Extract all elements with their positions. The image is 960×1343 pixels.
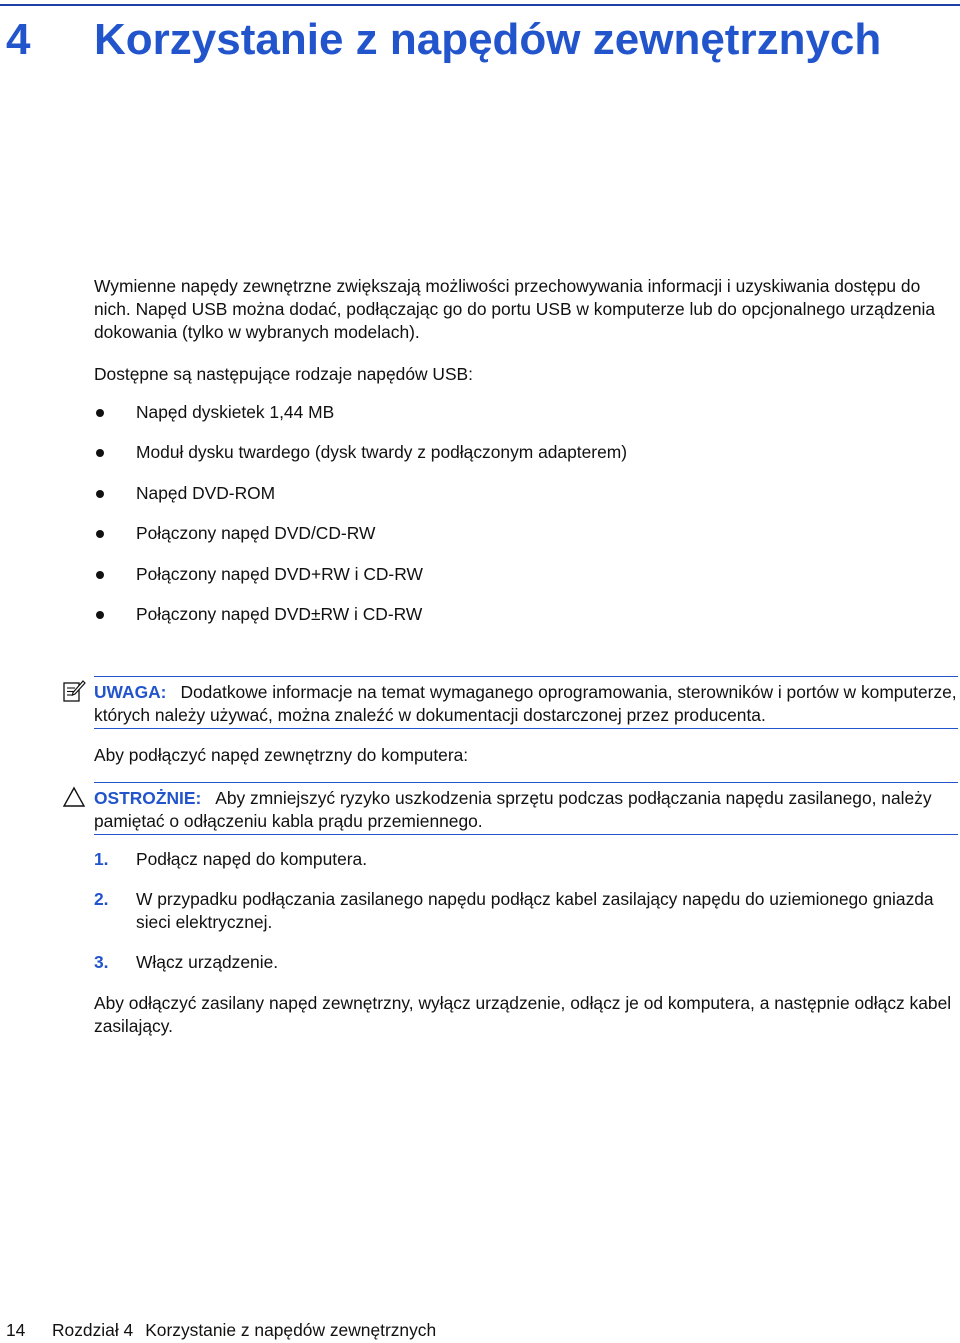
drive-type-list [94, 401, 627, 643]
list-item-text: Napęd DVD-ROM [136, 482, 276, 503]
list-item [94, 441, 627, 481]
step-item [94, 848, 956, 871]
chapter-title: Korzystanie z napędów zewnętrznych [94, 15, 882, 64]
step-number: 1. [94, 849, 109, 869]
list-item-text: Połączony napęd DVD/CD-RW [136, 523, 376, 544]
top-rule [0, 4, 960, 6]
list-item [94, 603, 627, 643]
step-number: 2. [94, 889, 109, 909]
bullet-icon [96, 571, 104, 579]
caution-text: Aby zmniejszyć ryzyko uszkodzenia sprzętu podczas podłączania napędu zasilanego, należy pamiętać o odłączeniu kabla prądu przemiennego. [94, 788, 932, 831]
list-item [94, 522, 627, 562]
list-item-text: Połączony napęd DVD+RW i CD-RW [136, 563, 423, 584]
caution-label: OSTROŻNIE: [94, 788, 202, 808]
caution-box [94, 782, 958, 835]
list-intro: Dostępne są następujące rodzaje napędów USB: [94, 364, 473, 384]
chapter-heading [6, 14, 881, 66]
chapter-number: 4 [6, 15, 31, 64]
page-number: 14 [6, 1320, 26, 1340]
list-item-text: Napęd dyskietek 1,44 MB [136, 402, 335, 422]
list-item [94, 482, 627, 522]
page-footer [6, 1319, 436, 1342]
list-item [94, 563, 627, 603]
step-text: W przypadku podłączania zasilanego napędu podłącz kabel zasilający napędu do uziemionego gniazda sieci elektrycznej. [136, 889, 934, 932]
disconnect-paragraph: Aby odłączyć zasilany napęd zewnętrzny, wyłącz urządzenie, odłącz je od komputera, a następnie odłącz kabel zasilający. [94, 993, 952, 1036]
step-number: 3. [94, 952, 109, 972]
note-text: Dodatkowe informacje na temat wymaganego oprogramowania, sterowników i portów w komputerze, których należy używać, można znaleźć w dokumentacji dostarczonej przez producenta. [94, 682, 957, 725]
footer-chapter-label: Rozdział 4 [52, 1320, 134, 1340]
connect-intro: Aby podłączyć napęd zewnętrzny do komputera: [94, 745, 469, 765]
list-item-text: Połączony napęd DVD±RW i CD-RW [136, 603, 423, 624]
note-icon [62, 679, 86, 703]
connect-steps [94, 848, 956, 991]
list-item [94, 401, 627, 441]
list-item-text: Moduł dysku twardego (dysk twardy z podłączonym adapterem) [136, 442, 628, 463]
step-text: Podłącz napęd do komputera. [136, 849, 368, 869]
bullet-icon [96, 611, 104, 619]
footer-chapter-title: Korzystanie z napędów zewnętrznych [145, 1320, 437, 1340]
caution-icon [62, 785, 86, 809]
bullet-icon [96, 449, 104, 457]
bullet-icon [96, 409, 104, 417]
bullet-icon [96, 530, 104, 538]
intro-paragraph: Wymienne napędy zewnętrzne zwiększają możliwości przechowywania informacji i uzyskiwania dostępu do nich. Napęd USB można dodać, podłączając go do portu USB w komputerze lub do opcjonalnego urządzenia dokowania (tylko w wybranych modelach). [94, 276, 936, 342]
note-box [94, 676, 958, 729]
note-label: UWAGA: [94, 682, 167, 702]
step-text: Włącz urządzenie. [136, 952, 279, 972]
step-item [94, 888, 956, 934]
step-item [94, 951, 956, 974]
bullet-icon [96, 490, 104, 498]
